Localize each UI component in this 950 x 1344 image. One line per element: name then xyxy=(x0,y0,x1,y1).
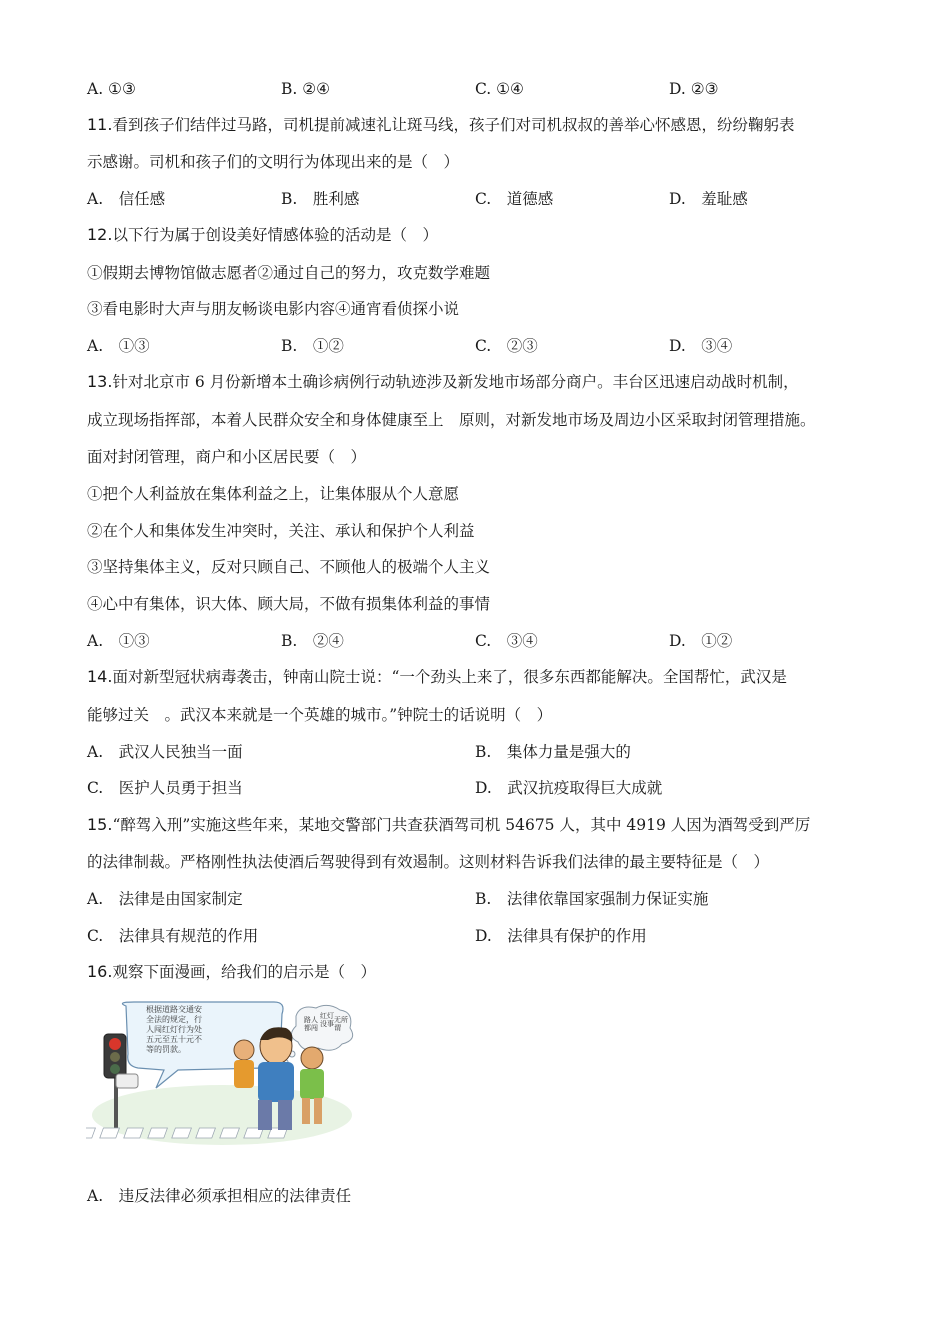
q15-option-c: C. 法律具有规范的作用 xyxy=(87,927,259,945)
q10-option-c: C. ①④ xyxy=(475,80,524,98)
q13-item-4: ④心中有集体，识大体、顾大局，不做有损集体利益的事情 xyxy=(87,595,491,613)
q11-stem-text-1: 看到孩子们结伴过马路，司机提前减速礼让斑马线，孩子们对司机叔叔的善举心怀感恩，纷纷鞠躬表 xyxy=(112,116,795,134)
q11-number: 11. xyxy=(87,115,113,134)
q12-item-line-1: ①假期去博物馆做志愿者②通过自己的努力，攻克数学难题 xyxy=(87,264,491,282)
q15-option-a: A. 法律是由国家制定 xyxy=(87,890,243,908)
q13-stem-line-3: 面对封闭管理，商户和小区居民要（ ） xyxy=(87,448,367,466)
q12-option-b: B. ①② xyxy=(281,337,344,355)
q11-option-c: C. 道德感 xyxy=(475,190,554,208)
q13-stem-line-1 xyxy=(87,372,799,392)
q16-number: 16. xyxy=(87,962,113,981)
q16-stem-text: 观察下面漫画，给我们的启示是（ ） xyxy=(112,963,376,981)
q13-number: 13. xyxy=(87,372,113,391)
q10-option-d: D. ②③ xyxy=(669,80,719,98)
q12-item-line-2: ③看电影时大声与朋友畅谈电影内容④通宵看侦探小说 xyxy=(87,300,460,318)
q11-stem-line-1 xyxy=(87,115,794,135)
q14-number: 14. xyxy=(87,667,113,686)
q14-stem-line-2: 能够过关 。武汉本来就是一个英雄的城市。”钟院士的话说明（ ） xyxy=(87,706,553,724)
q15-option-d: D. 法律具有保护的作用 xyxy=(475,927,647,945)
q10-option-a: A. ①③ xyxy=(87,80,136,98)
q15-option-b: B. 法律依靠国家强制力保证实施 xyxy=(475,890,709,908)
svg-text:路人都闯 红灯没事 无所谓: 路人都闯 红灯没事 无所谓 xyxy=(304,1012,348,1032)
q13-item-2: ②在个人和集体发生冲突时，关注、承认和保护个人利益 xyxy=(87,522,475,540)
q12-option-d: D. ③④ xyxy=(669,337,733,355)
q15-stem-text-1: “醉驾入刑”实施这些年来，某地交警部门共查获酒驾司机 54675 人，其中 4919 人因为酒驾受到严厉 xyxy=(112,816,811,834)
q15-number: 15. xyxy=(87,815,113,834)
q13-stem-text-1: 针对北京市 6 月份新增本土确诊病例行动轨迹涉及新发地市场部分商户。丰台区迅速启动战时机制， xyxy=(112,373,799,391)
q14-option-c: C. 医护人员勇于担当 xyxy=(87,779,243,797)
q14-stem-text-1: 面对新型冠状病毒袭击，钟南山院士说：“一个劲头上来了，很多东西都能解决。全国帮忙，武汉是 xyxy=(112,668,787,686)
q11-option-a: A. 信任感 xyxy=(87,190,166,208)
q13-item-1: ①把个人利益放在集体利益之上，让集体服从个人意愿 xyxy=(87,485,460,503)
q14-option-d: D. 武汉抗疫取得巨大成就 xyxy=(475,779,663,797)
q12-option-c: C. ②③ xyxy=(475,337,538,355)
q13-item-3: ③坚持集体主义，反对只顾自己、不顾他人的极端个人主义 xyxy=(87,558,491,576)
q16-stem-line-1 xyxy=(87,962,376,982)
q12-stem-text: 以下行为属于创设美好情感体验的活动是（ ） xyxy=(112,226,438,244)
q14-stem-line-1 xyxy=(87,667,787,687)
q16-option-a: A. 违反法律必须承担相应的法律责任 xyxy=(87,1187,352,1205)
svg-text:根据道路交通安 全法的规定，行: 根据道路交通安 全法的规定，行 人闯红灯行为处 五元至五十元不 等的罚款。 xyxy=(146,1005,202,1054)
q13-option-c: C. ③④ xyxy=(475,632,538,650)
q15-stem-line-1 xyxy=(87,815,810,835)
q11-option-d: D. 羞耻感 xyxy=(669,190,748,208)
q13-option-b: B. ②④ xyxy=(281,632,344,650)
q13-stem-line-2: 成立现场指挥部，本着人民群众安全和身体健康至上 原则，对新发地市场及周边小区采取封闭管理措施。 xyxy=(87,411,816,429)
q15-stem-line-2: 的法律制裁。严格刚性执法使酒后驾驶得到有效遏制。这则材料告诉我们法律的最主要特征是（ ） xyxy=(87,853,770,871)
q13-option-a: A. ①③ xyxy=(87,632,150,650)
q11-option-b: B. 胜利感 xyxy=(281,190,360,208)
q13-option-d: D. ①② xyxy=(669,632,733,650)
q11-stem-line-2: 示感谢。司机和孩子们的文明行为体现出来的是（ ） xyxy=(87,153,460,171)
q10-option-b: B. ②④ xyxy=(281,80,331,98)
q12-stem-line-1 xyxy=(87,225,438,245)
q12-number: 12. xyxy=(87,225,113,244)
q14-option-a: A. 武汉人民独当一面 xyxy=(87,743,243,761)
q14-option-b: B. 集体力量是强大的 xyxy=(475,743,631,761)
traffic-comic-illustration xyxy=(86,1000,358,1150)
q12-option-a: A. ①③ xyxy=(87,337,150,355)
